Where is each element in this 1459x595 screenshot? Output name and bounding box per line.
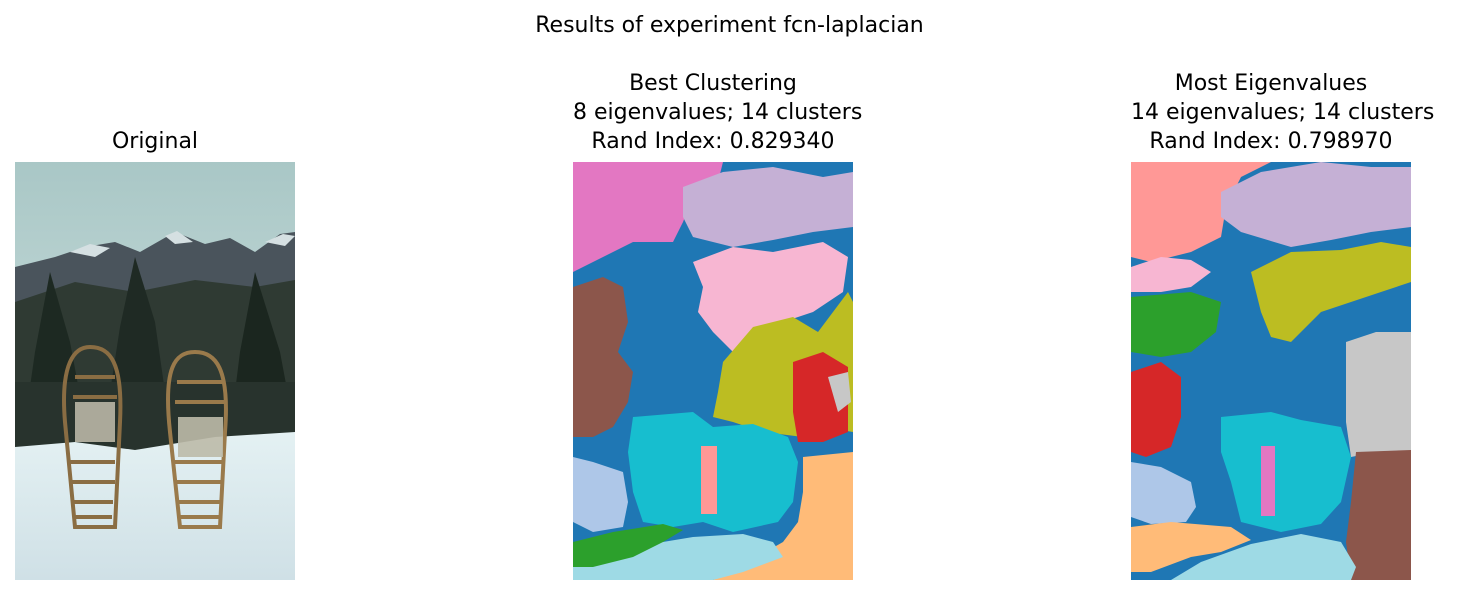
original-photo	[15, 162, 295, 580]
figure-suptitle: Results of experiment fcn-laplacian	[535, 13, 924, 38]
original-panel-title	[15, 127, 295, 156]
most-title-line-2: 14 eigenvalues; 14 clusters	[1131, 100, 1435, 125]
original-image	[15, 162, 295, 580]
best-clustering-image	[573, 162, 853, 580]
most-segmentation-map	[1131, 162, 1411, 580]
most-title-line-1: Most Eigenvalues	[1174, 71, 1368, 96]
best-title-line-2: 8 eigenvalues; 14 clusters	[573, 100, 863, 125]
best-title-line-1: Best Clustering	[629, 71, 797, 96]
most-title-line-3: Rand Index: 0.798970	[1149, 129, 1393, 154]
most-eigenvalues-image	[1131, 162, 1411, 580]
best-panel-title	[573, 69, 863, 156]
original-title-line-1: Original	[111, 129, 199, 154]
most-panel-title	[1131, 69, 1435, 156]
best-title-line-3: Rand Index: 0.829340	[591, 129, 835, 154]
best-segmentation-map	[573, 162, 853, 580]
